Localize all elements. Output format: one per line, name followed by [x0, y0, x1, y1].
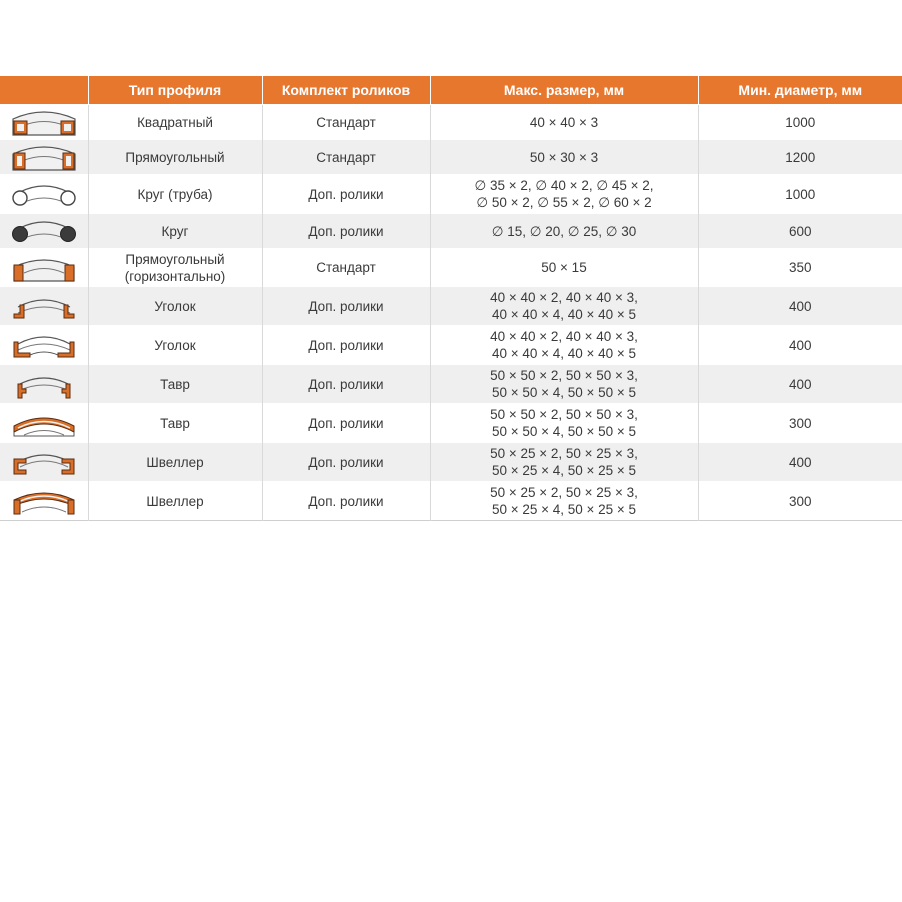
table-row — [0, 365, 902, 404]
roller-kit-cell: Доп. ролики — [262, 443, 430, 482]
min-diameter-cell: 1200 — [698, 140, 902, 175]
max-size-line: 50 × 25 × 2, 50 × 25 × 3, — [490, 485, 638, 500]
profile-bending-table — [0, 76, 902, 521]
max-size-line: 50 × 50 × 2, 50 × 50 × 3, — [490, 407, 638, 422]
max-size-cell — [430, 365, 698, 404]
round-tube-profile-icon — [10, 179, 78, 209]
max-size-line: 40 × 40 × 3 — [529, 114, 599, 130]
header-min-diameter: Мин. диаметр, мм — [698, 76, 902, 105]
profile-icon-cell — [0, 105, 88, 140]
table-row — [0, 214, 902, 249]
min-diameter-cell: 1000 — [698, 105, 902, 140]
min-diameter-cell: 400 — [698, 326, 902, 365]
max-size-cell — [430, 140, 698, 175]
profile-type-cell: Уголок — [88, 287, 262, 326]
header-profile-type: Тип профиля — [88, 76, 262, 105]
angle-in-profile-icon — [10, 330, 78, 360]
roller-kit-cell: Доп. ролики — [262, 214, 430, 249]
table-row — [0, 249, 902, 287]
roller-kit-cell: Стандарт — [262, 140, 430, 175]
max-size-line: 40 × 40 × 2, 40 × 40 × 3, — [490, 290, 638, 305]
profile-type-cell: Швеллер — [88, 443, 262, 482]
min-diameter-cell: 1000 — [698, 175, 902, 214]
table-row — [0, 287, 902, 326]
profile-type-cell: Квадратный — [88, 105, 262, 140]
profile-icon-cell — [0, 326, 88, 365]
max-size-line: ∅ 35 × 2, ∅ 40 × 2, ∅ 45 × 2, — [474, 178, 654, 193]
max-size-line: 50 × 25 × 2, 50 × 25 × 3, — [490, 446, 638, 461]
profile-type-cell: Прямоугольный — [88, 140, 262, 175]
max-size-line: 50 × 25 × 4, 50 × 25 × 5 — [491, 463, 637, 478]
roller-kit-cell: Доп. ролики — [262, 404, 430, 443]
max-size-line: 50 × 50 × 2, 50 × 50 × 3, — [490, 368, 638, 383]
tee-out-profile-icon — [10, 369, 78, 399]
max-size-line: 50 × 25 × 4, 50 × 25 × 5 — [491, 502, 637, 517]
max-size-line: 40 × 40 × 2, 40 × 40 × 3, — [490, 329, 638, 344]
table-row — [0, 404, 902, 443]
profile-icon-cell — [0, 287, 88, 326]
table-row — [0, 175, 902, 214]
max-size-line: 50 × 50 × 4, 50 × 50 × 5 — [491, 385, 637, 400]
roller-kit-cell: Доп. ролики — [262, 365, 430, 404]
rectangular-profile-icon — [10, 142, 78, 172]
max-size-cell — [430, 214, 698, 249]
max-size-cell — [430, 443, 698, 482]
roller-kit-cell: Доп. ролики — [262, 287, 430, 326]
roller-kit-cell: Стандарт — [262, 105, 430, 140]
max-size-cell — [430, 287, 698, 326]
max-size-cell — [430, 404, 698, 443]
profile-icon-cell — [0, 140, 88, 175]
profile-type-cell: Круг (труба) — [88, 175, 262, 214]
channel-out-profile-icon — [10, 447, 78, 477]
profile-icon-cell — [0, 175, 88, 214]
round-bar-profile-icon — [10, 216, 78, 246]
profile-icon-cell — [0, 214, 88, 249]
roller-kit-cell: Доп. ролики — [262, 175, 430, 214]
profile-type-cell: Тавр — [88, 404, 262, 443]
min-diameter-cell: 350 — [698, 249, 902, 287]
flat-bar-profile-icon — [10, 253, 78, 283]
table-row — [0, 140, 902, 175]
profile-type-cell: Уголок — [88, 326, 262, 365]
profile-icon-cell — [0, 365, 88, 404]
profile-type-cell: Прямоугольный (горизонтально) — [88, 249, 262, 287]
min-diameter-cell: 600 — [698, 214, 902, 249]
table-row — [0, 326, 902, 365]
min-diameter-cell: 400 — [698, 287, 902, 326]
min-diameter-cell: 300 — [698, 482, 902, 521]
max-size-line: 50 × 30 × 3 — [529, 149, 599, 165]
channel-in-profile-icon — [10, 486, 78, 516]
profile-type-cell: Швеллер — [88, 482, 262, 521]
max-size-cell — [430, 482, 698, 521]
max-size-cell — [430, 326, 698, 365]
max-size-line: 40 × 40 × 4, 40 × 40 × 5 — [491, 307, 637, 322]
max-size-cell — [430, 105, 698, 140]
table-header-row — [0, 76, 902, 105]
profile-type-cell: Тавр — [88, 365, 262, 404]
tee-in-profile-icon — [10, 408, 78, 438]
profile-icon-cell — [0, 249, 88, 287]
profile-type-cell: Круг — [88, 214, 262, 249]
roller-kit-cell: Доп. ролики — [262, 482, 430, 521]
min-diameter-cell: 300 — [698, 404, 902, 443]
table-row — [0, 482, 902, 521]
table-row — [0, 105, 902, 140]
max-size-cell — [430, 175, 698, 214]
max-size-line: 40 × 40 × 4, 40 × 40 × 5 — [491, 346, 637, 361]
max-size-line: ∅ 50 × 2, ∅ 55 × 2, ∅ 60 × 2 — [476, 195, 652, 210]
angle-out-profile-icon — [10, 291, 78, 321]
header-max-size: Макс. размер, мм — [430, 76, 698, 105]
roller-kit-cell: Стандарт — [262, 249, 430, 287]
max-size-line: 50 × 50 × 4, 50 × 50 × 5 — [491, 424, 637, 439]
table-row — [0, 443, 902, 482]
max-size-cell — [430, 249, 698, 287]
max-size-line: 50 × 15 — [541, 260, 587, 275]
header-icon-column — [0, 76, 88, 105]
max-size-line: ∅ 15, ∅ 20, ∅ 25, ∅ 30 — [491, 223, 637, 239]
min-diameter-cell: 400 — [698, 365, 902, 404]
min-diameter-cell: 400 — [698, 443, 902, 482]
header-roller-kit: Комплект роликов — [262, 76, 430, 105]
profile-icon-cell — [0, 482, 88, 521]
profile-icon-cell — [0, 443, 88, 482]
square-profile-icon — [10, 107, 78, 137]
roller-kit-cell: Доп. ролики — [262, 326, 430, 365]
profile-icon-cell — [0, 404, 88, 443]
